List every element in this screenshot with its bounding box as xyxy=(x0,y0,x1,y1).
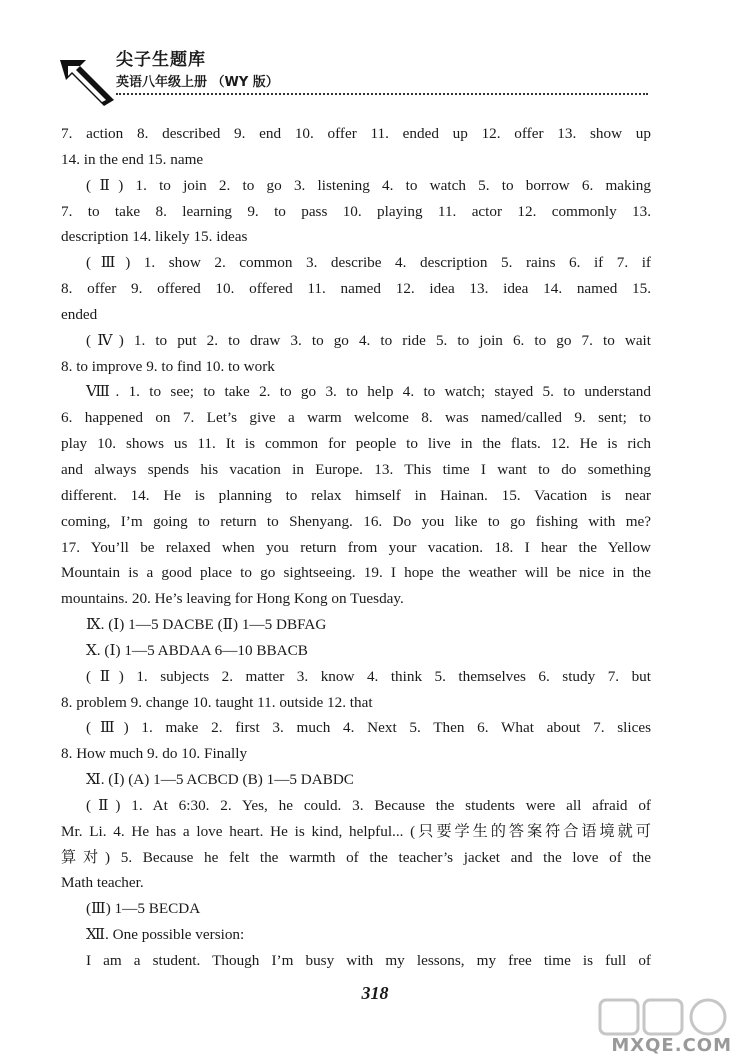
answer-line: (Ⅲ) 1. show 2. common 3. describe 4. description 5. rains 6. if 7. if xyxy=(86,254,651,272)
answer-line: 7. to take 8. learning 9. to pass 10. playing 11. actor 12. commonly 13. xyxy=(61,202,651,220)
answer-key-body xyxy=(61,121,651,974)
answer-line: play 10. shows us 11. It is common for people to live in the flats. 12. He is rich xyxy=(61,435,651,453)
answer-line: different. 14. He is planning to relax himself in Hainan. 15. Vacation is near xyxy=(61,486,651,504)
arrow-logo-icon xyxy=(58,58,116,108)
answer-line: 7. action 8. described 9. end 10. offer 11. ended up 12. offer 13. show up xyxy=(61,125,651,142)
answer-line: description 14. likely 15. ideas xyxy=(61,228,248,246)
answer-line: Ⅸ. (Ⅰ) 1—5 DACBE (Ⅱ) 1—5 DBFAG xyxy=(86,616,327,634)
page-header xyxy=(0,0,750,112)
series-title: 尖子生题库 xyxy=(116,50,206,70)
watermark-text: MXQE.COM xyxy=(611,1035,732,1056)
answer-line: and always spends his vacation in Europe. 13. This time I want to do something xyxy=(61,460,651,478)
answer-line: 17. You’ll be relaxed when you return from your vacation. 18. I hear the Yellow xyxy=(61,538,651,556)
answer-line: (Ⅱ) 1. At 6:30. 2. Yes, he could. 3. Because the students were all afraid of xyxy=(86,796,651,814)
answer-line: Math teacher. xyxy=(61,874,144,892)
answer-line: 14. in the end 15. name xyxy=(61,150,204,168)
answer-line: 8. to improve 9. to find 10. to work xyxy=(61,357,275,375)
answer-line: (Ⅱ) 1. to join 2. to go 3. listening 4. to watch 5. to borrow 6. making xyxy=(86,176,651,194)
answer-line: 8. offer 9. offered 10. offered 11. named 12. idea 13. idea 14. named 15. xyxy=(61,280,651,298)
answer-line: 算对) 5. Because he felt the warmth of the teacher’s jacket and the love of the xyxy=(61,848,651,866)
answer-line: Ⅷ. 1. to see; to take 2. to go 3. to help 4. to watch; stayed 5. to understand xyxy=(86,383,651,401)
answer-line: Mountain is a good place to go sightseeing. 19. I hope the weather will be nice in the xyxy=(61,564,651,582)
answer-line: (Ⅱ) 1. subjects 2. matter 3. know 4. think 5. themselves 6. study 7. but xyxy=(86,667,651,685)
answer-line: (Ⅲ) 1—5 BECDA xyxy=(86,900,201,918)
answer-line: Ⅹ. (Ⅰ) 1—5 ABDAA 6—10 BBACB xyxy=(86,641,308,659)
answer-line: (Ⅳ) 1. to put 2. to draw 3. to go 4. to ride 5. to join 6. to go 7. to wait xyxy=(86,331,651,349)
header-divider xyxy=(116,93,648,95)
book-subtitle: 英语八年级上册 （WY 版） xyxy=(116,75,279,90)
answer-line: Mr. Li. 4. He has a love heart. He is kind, helpful... (只要学生的答案符合语境就可 xyxy=(61,822,651,840)
answer-line: mountains. 20. He’s leaving for Hong Kong on Tuesday. xyxy=(61,590,404,608)
answer-line: (Ⅲ) 1. make 2. first 3. much 4. Next 5. Then 6. What about 7. slices xyxy=(86,719,651,737)
answer-line: 8. How much 9. do 10. Finally xyxy=(61,745,248,763)
answer-line: ended xyxy=(61,305,98,323)
answer-line: Ⅺ. (Ⅰ) (A) 1—5 ACBCD (B) 1—5 DABDC xyxy=(86,771,354,789)
answer-line: coming, I’m going to return to Shenyang. 16. Do you like to go fishing with me? xyxy=(61,512,651,530)
answer-line: Ⅻ. One possible version: xyxy=(86,926,245,944)
answer-line: 8. problem 9. change 10. taught 11. outside 12. that xyxy=(61,693,373,711)
answer-line: I am a student. Though I’m busy with my lessons, my free time is full of xyxy=(86,952,651,969)
answer-line: 6. happened on 7. Let’s give a warm welcome 8. was named/called 9. sent; to xyxy=(61,409,651,427)
page-number: 318 xyxy=(361,983,389,1003)
